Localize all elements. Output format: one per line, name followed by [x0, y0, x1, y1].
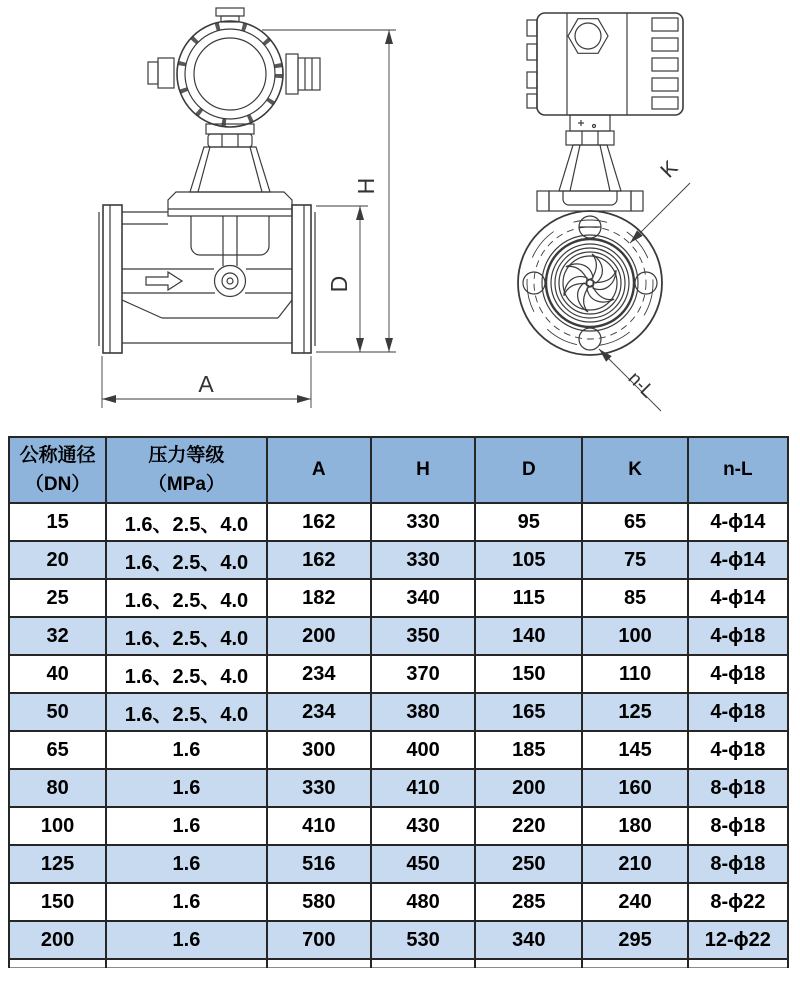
turbine-wheel: [559, 254, 622, 312]
dimension-label-nl: n-L: [623, 367, 659, 403]
column-header-k: K: [582, 437, 687, 503]
cell-d: 185: [475, 731, 582, 769]
cell-k: 240: [582, 883, 687, 921]
cell-h: 450: [371, 845, 475, 883]
cell-mpa: 1.6: [106, 921, 266, 959]
dimension-label-h: H: [353, 177, 379, 195]
table-row: [9, 921, 788, 959]
cell-a: 234: [267, 655, 371, 693]
cell-a: 162: [267, 503, 371, 541]
column-header-pressure: [106, 437, 266, 503]
cell-mpa: 1.6、2.5、4.0: [106, 655, 266, 693]
cell-d: 115: [475, 579, 582, 617]
flow-arrow-icon: [146, 272, 182, 290]
cell-k: 210: [582, 845, 687, 883]
cell-a: 700: [267, 921, 371, 959]
cell-nl: 4-ϕ18: [688, 731, 788, 769]
cell-nl: 4-ϕ14: [688, 579, 788, 617]
cell-h: 530: [371, 921, 475, 959]
cell-h: 430: [371, 807, 475, 845]
cell-h: 370: [371, 655, 475, 693]
header-mpa-line2: （MPa）: [147, 474, 225, 495]
table-row: [9, 541, 788, 579]
cell-h: 400: [371, 731, 475, 769]
cell-d: 150: [475, 655, 582, 693]
cell-k: 75: [582, 541, 687, 579]
column-header-a: A: [267, 437, 371, 503]
cell-a: 162: [267, 541, 371, 579]
header-dn-line1: 公称通径: [19, 444, 96, 466]
cell-a: 330: [267, 769, 371, 807]
cell-k: 145: [582, 731, 687, 769]
header-row: [9, 437, 788, 503]
cell-a: 182: [267, 579, 371, 617]
cell-h: 340: [371, 579, 475, 617]
cell-mpa: 1.6、2.5、4.0: [106, 617, 266, 655]
cell-d: 250: [475, 845, 582, 883]
cell-nl: 8-ϕ18: [688, 807, 788, 845]
cell-d: 340: [475, 921, 582, 959]
cell-nl: 8-ϕ18: [688, 845, 788, 883]
cell-dn: 15: [9, 503, 106, 541]
cell-a: 300: [267, 731, 371, 769]
cell-nl: 8-ϕ18: [688, 769, 788, 807]
cell-k: 160: [582, 769, 687, 807]
table-row: [9, 617, 788, 655]
column-header-d: D: [475, 437, 582, 503]
flowmeter-drawing: [0, 0, 800, 430]
header-mpa-line1: 压力等级: [148, 444, 225, 466]
table-row: [9, 883, 788, 921]
cell-d: 285: [475, 883, 582, 921]
cell-mpa: 1.6: [106, 845, 266, 883]
cell-k: 65: [582, 503, 687, 541]
cell-nl: 12-ϕ22: [688, 921, 788, 959]
cell-k: 295: [582, 921, 687, 959]
cell-mpa: 1.6、2.5、4.0: [106, 503, 266, 541]
table-row: [9, 655, 788, 693]
cell-a: 410: [267, 807, 371, 845]
table-row: [9, 769, 788, 807]
dimension-label-k: K: [656, 156, 683, 183]
side-view: [518, 13, 690, 411]
cell-a: 516: [267, 845, 371, 883]
cell-mpa: 1.6: [106, 883, 266, 921]
cell-nl: 4-ϕ14: [688, 541, 788, 579]
cell-nl: 4-ϕ18: [688, 617, 788, 655]
table-row: [9, 845, 788, 883]
cell-nl: 4-ϕ18: [688, 655, 788, 693]
cell-d: 165: [475, 693, 582, 731]
dimension-label-a: A: [198, 371, 214, 397]
cell-nl: 4-ϕ14: [688, 503, 788, 541]
cell-k: 100: [582, 617, 687, 655]
cell-dn: 40: [9, 655, 106, 693]
header-dn-line2: （DN）: [24, 474, 91, 495]
cell-a: 200: [267, 617, 371, 655]
cell-dn: 200: [9, 921, 106, 959]
cell-a: 580: [267, 883, 371, 921]
table-row: [9, 807, 788, 845]
dimension-label-d: D: [326, 275, 352, 293]
cell-k: 85: [582, 579, 687, 617]
cell-d: 95: [475, 503, 582, 541]
cell-d: 220: [475, 807, 582, 845]
column-header-h: H: [371, 437, 475, 503]
cell-a: 234: [267, 693, 371, 731]
cell-nl: 4-ϕ18: [688, 693, 788, 731]
cell-dn: 25: [9, 579, 106, 617]
cell-d: 105: [475, 541, 582, 579]
cell-dn: 150: [9, 883, 106, 921]
cell-mpa: 1.6、2.5、4.0: [106, 693, 266, 731]
cell-k: 110: [582, 655, 687, 693]
table-row-partial: [9, 959, 788, 968]
cell-k: 180: [582, 807, 687, 845]
table-row: [9, 579, 788, 617]
cell-h: 330: [371, 503, 475, 541]
table-row: [9, 503, 788, 541]
column-header-dn: [9, 437, 106, 503]
cell-mpa: 1.6: [106, 731, 266, 769]
cell-d: 140: [475, 617, 582, 655]
cell-mpa: 1.6、2.5、4.0: [106, 541, 266, 579]
column-header-nl: n-L: [688, 437, 788, 503]
cell-dn: 20: [9, 541, 106, 579]
cell-h: 410: [371, 769, 475, 807]
cell-h: 330: [371, 541, 475, 579]
cell-h: 350: [371, 617, 475, 655]
cell-dn: 80: [9, 769, 106, 807]
front-view: [99, 8, 396, 408]
dimension-spec-table: [8, 436, 789, 968]
cell-nl: 8-ϕ22: [688, 883, 788, 921]
cell-mpa: 1.6: [106, 769, 266, 807]
cell-k: 125: [582, 693, 687, 731]
table-row: [9, 731, 788, 769]
cell-dn: 100: [9, 807, 106, 845]
cell-mpa: 1.6: [106, 807, 266, 845]
technical-drawing: [0, 0, 800, 430]
cell-dn: 65: [9, 731, 106, 769]
cell-dn: 32: [9, 617, 106, 655]
cell-dn: 50: [9, 693, 106, 731]
table-row: [9, 693, 788, 731]
cell-mpa: 1.6、2.5、4.0: [106, 579, 266, 617]
cell-d: 200: [475, 769, 582, 807]
cell-dn: 125: [9, 845, 106, 883]
cell-h: 480: [371, 883, 475, 921]
cell-h: 380: [371, 693, 475, 731]
